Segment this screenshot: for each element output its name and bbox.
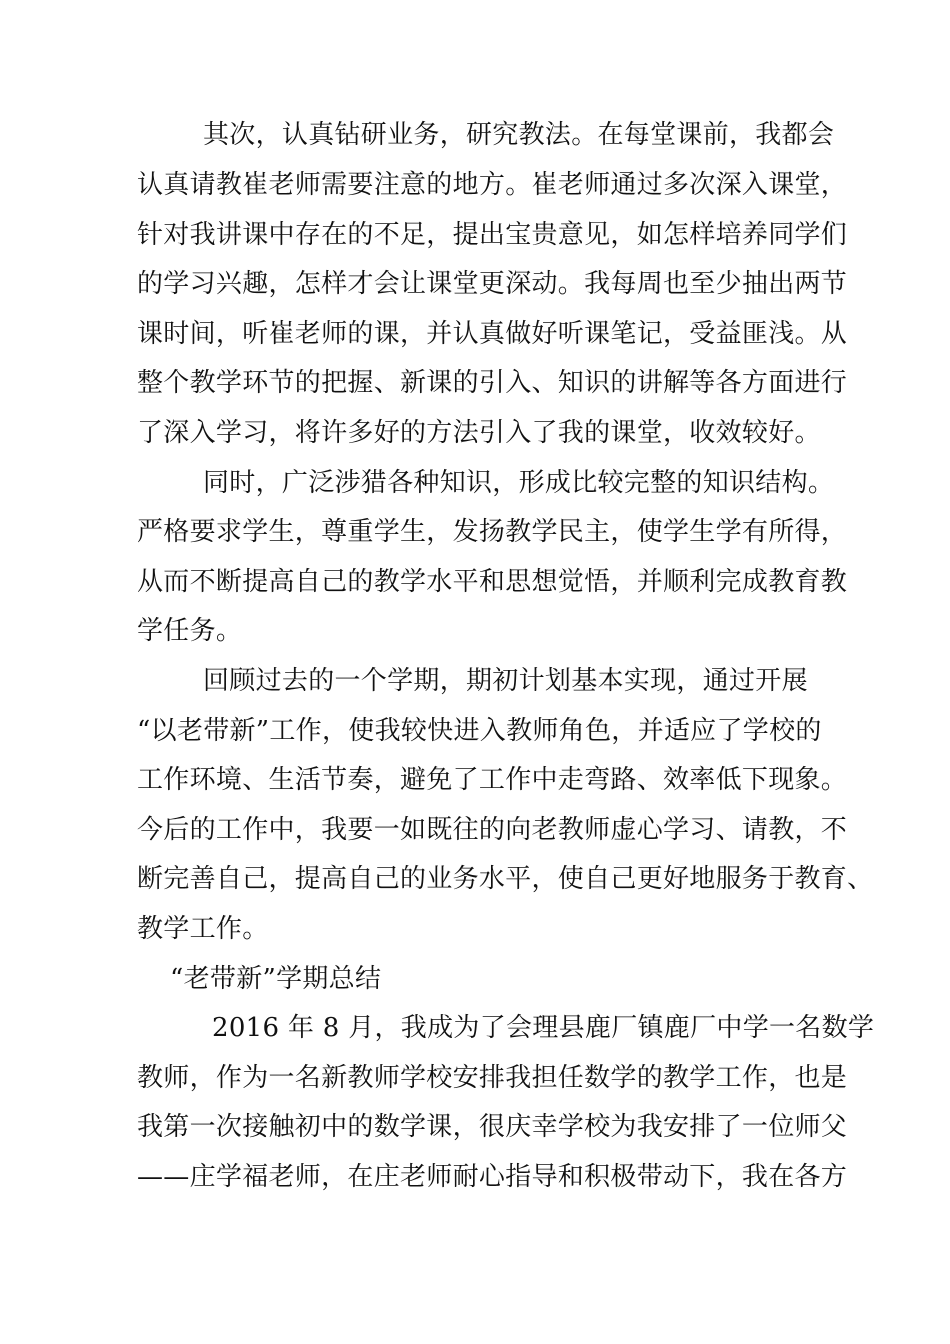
paragraph-line: 认真请教崔老师需要注意的地方。崔老师通过多次深入课堂， (137, 170, 848, 200)
paragraph-line: “以老带新”工作，使我较快进入教师角色，并适应了学校的 (137, 716, 822, 746)
paragraph-line: 2016 年 8 月，我成为了会理县鹿厂镇鹿厂中学一名数学 (212, 1013, 875, 1043)
paragraph-line: 工作环境、生活节奏，避免了工作中走弯路、效率低下现象。 (137, 765, 848, 795)
paragraph-line: 断完善自己，提高自己的业务水平，使自己更好地服务于教育、 (137, 864, 874, 894)
paragraph-line: 整个教学环节的把握、新课的引入、知识的讲解等各方面进行 (137, 368, 848, 398)
paragraph-line: 回顾过去的一个学期，期初计划基本实现，通过开展 (203, 666, 808, 696)
paragraph-line: 课时间，听崔老师的课，并认真做好听课笔记，受益匪浅。从 (137, 319, 848, 349)
paragraph-line: 教学工作。 (137, 914, 269, 944)
section-title: “老带新”学期总结 (170, 964, 382, 994)
paragraph-line: 严格要求学生，尊重学生，发扬教学民主，使学生学有所得， (137, 517, 848, 547)
paragraph-line: 教师，作为一名新教师学校安排我担任数学的教学工作，也是 (137, 1063, 848, 1093)
paragraph-line: 同时，广泛涉猎各种知识，形成比较完整的知识结构。 (203, 468, 835, 498)
paragraph-line: ——庄学福老师，在庄老师耐心指导和积极带动下，我在各方 (137, 1162, 848, 1192)
paragraph-line: 针对我讲课中存在的不足，提出宝贵意见，如怎样培养同学们 (137, 220, 848, 250)
paragraph-line: 其次，认真钻研业务，研究教法。在每堂课前，我都会 (203, 120, 835, 150)
paragraph-line: 从而不断提高自己的教学水平和思想觉悟，并顺利完成教育教 (137, 567, 848, 597)
paragraph-line: 今后的工作中，我要一如既往的向老教师虚心学习、请教，不 (137, 815, 848, 845)
paragraph-line: 我第一次接触初中的数学课，很庆幸学校为我安排了一位师父 (137, 1112, 848, 1142)
paragraph-line: 学任务。 (137, 616, 243, 646)
paragraph-line: 的学习兴趣，怎样才会让课堂更深动。我每周也至少抽出两节 (137, 269, 848, 299)
paragraph-line: 了深入学习，将许多好的方法引入了我的课堂，收效较好。 (137, 418, 821, 448)
